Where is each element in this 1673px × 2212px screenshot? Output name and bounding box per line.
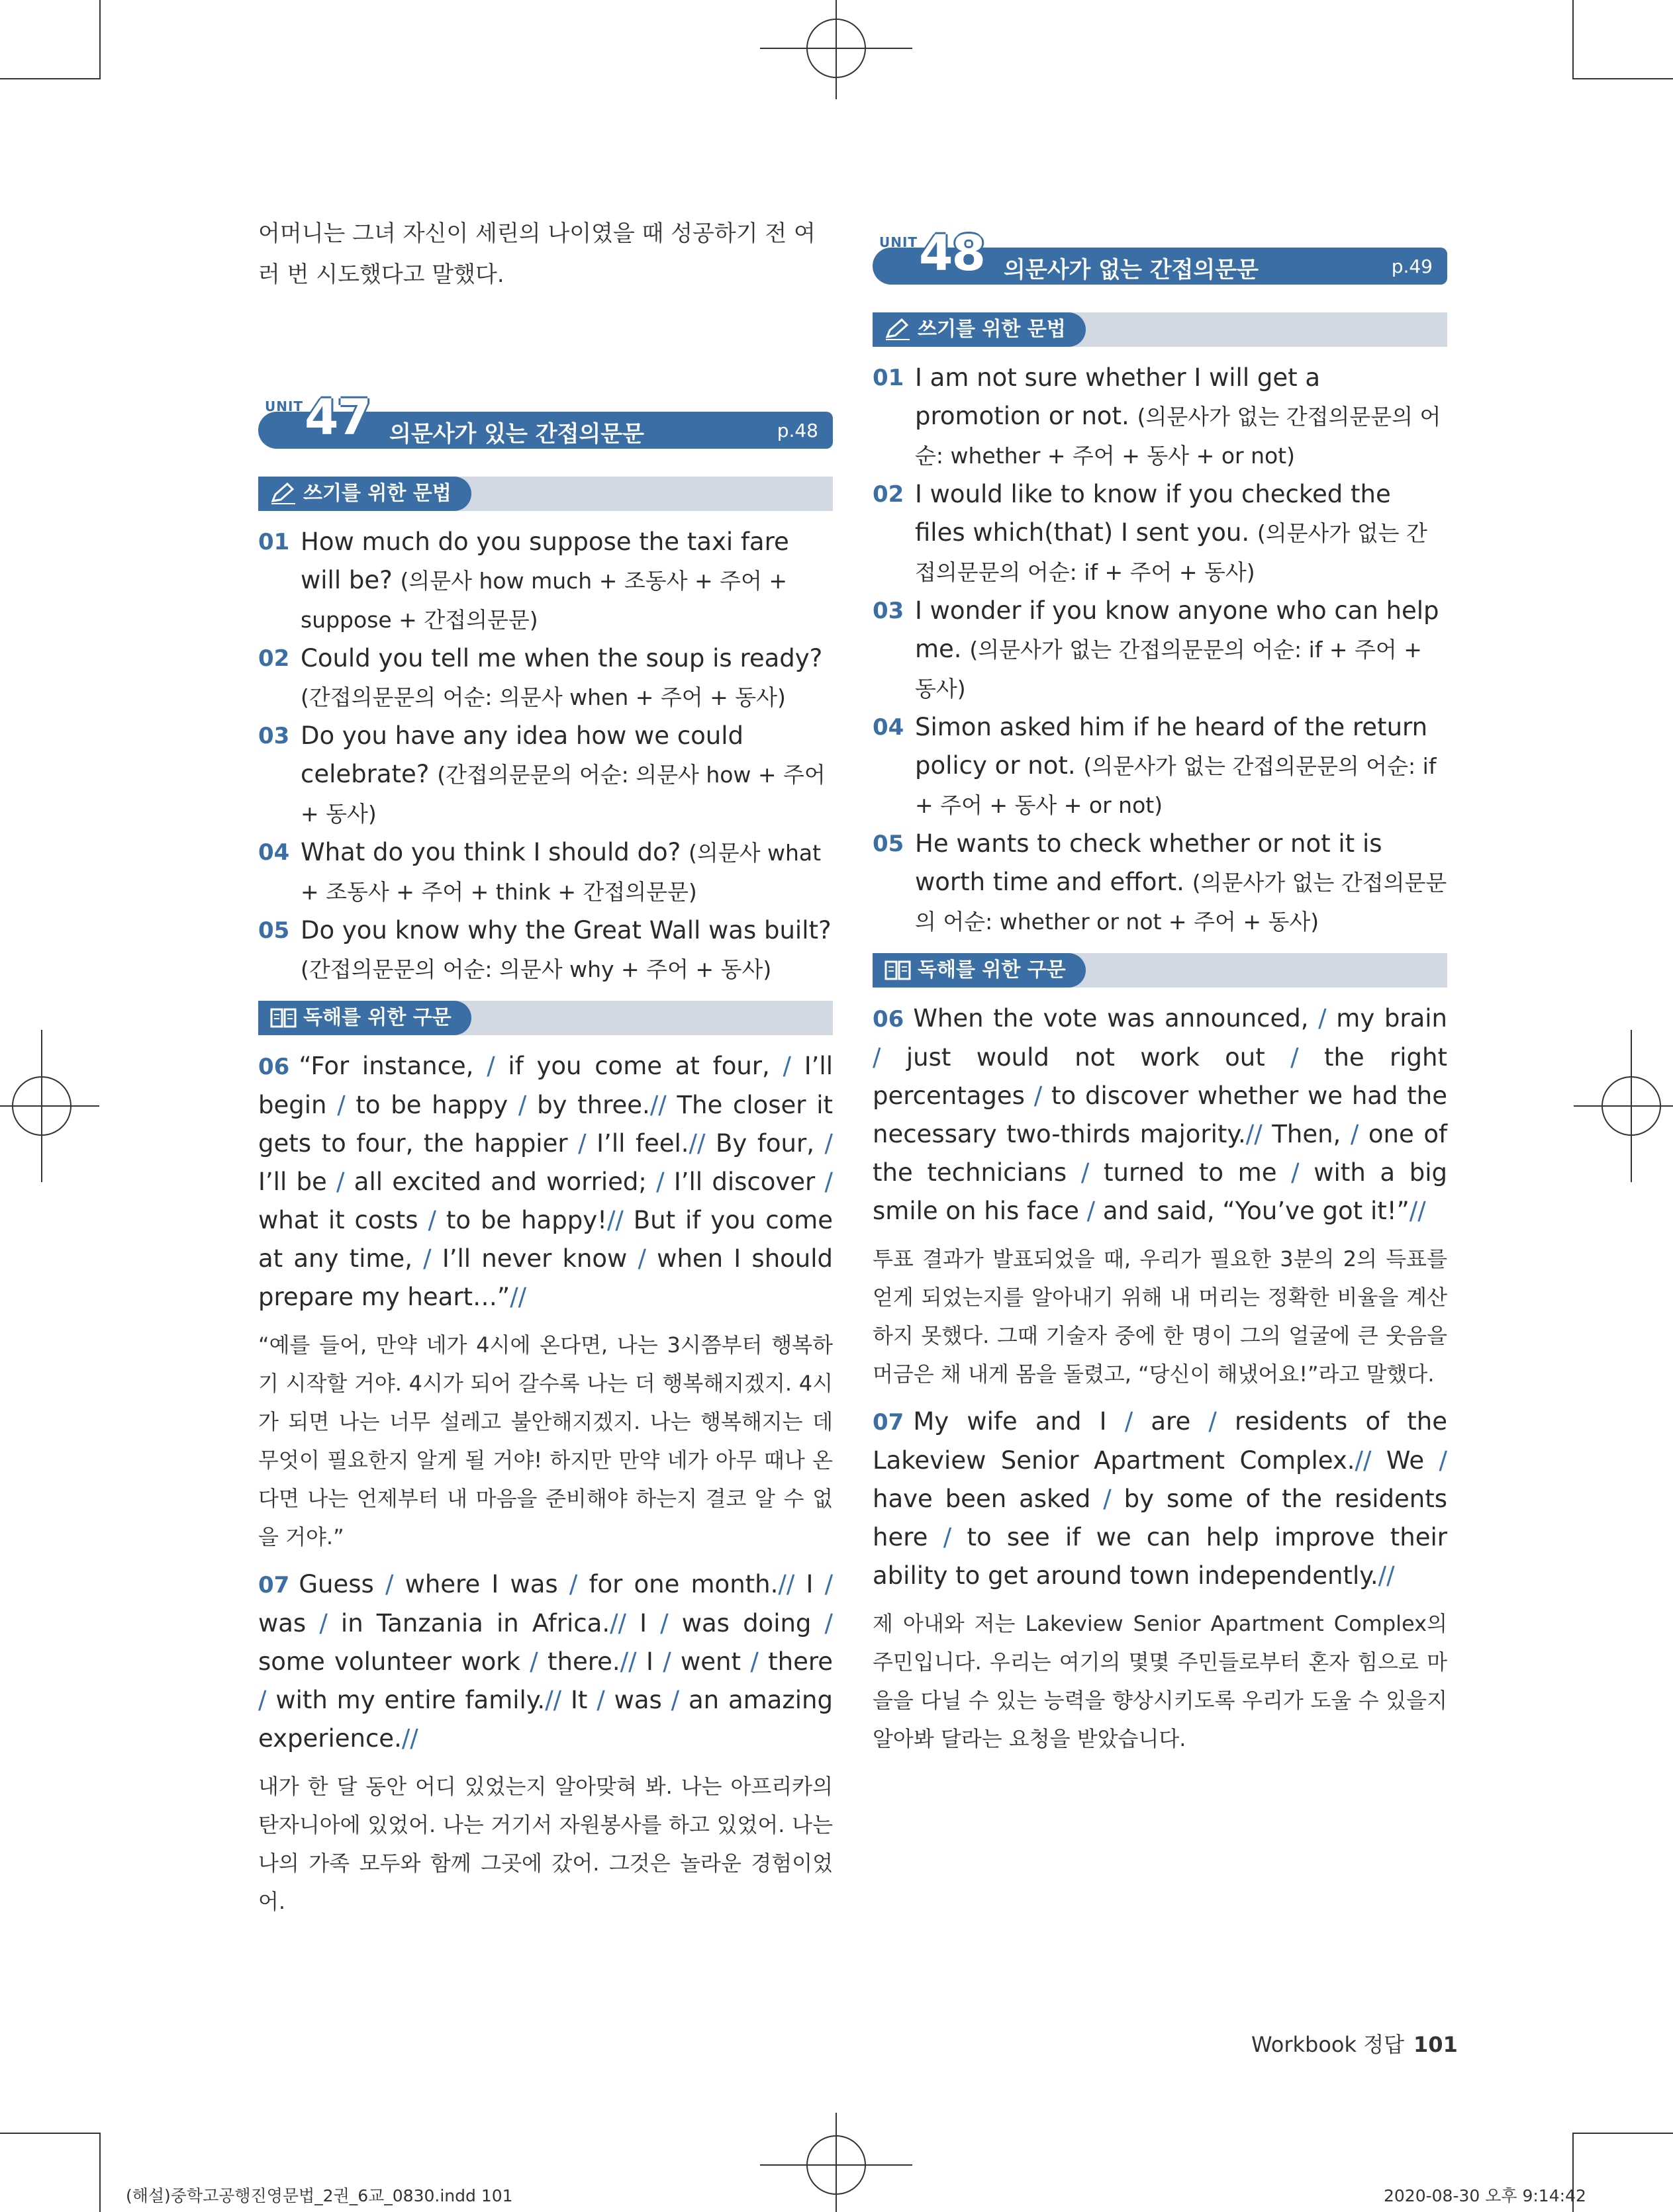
chunk-separator: // <box>510 1283 527 1311</box>
list-item: 02 Could you tell me when the soup is ready? (간접의문문의 어순: 의문사 when + 주어 + 동사) <box>258 644 823 710</box>
passage-chunk: residents of the Lakeview Senior Apartment Complex. <box>873 1407 1448 1475</box>
chunk-separator: // <box>1409 1197 1426 1225</box>
passage-chunk: to discover whether we had the necessary two-thirds majority. <box>873 1082 1447 1148</box>
list-item: 01 How much do you suppose the taxi fare will be? (의문사 how much + 조동사 + 주어 + suppose + 간접의문문) <box>258 528 789 633</box>
chunk-separator: // <box>1245 1120 1263 1148</box>
pencil-icon <box>884 318 911 341</box>
chunk-separator: / <box>824 1570 834 1598</box>
passage-chunk: when I should prepare my heart…” <box>258 1244 833 1311</box>
chunk-separator: / <box>336 1168 345 1196</box>
pencil-icon <box>270 483 297 505</box>
passage-chunk: We <box>1371 1446 1439 1475</box>
unit48-reading-section-header <box>873 953 1447 988</box>
unit47-translation-06: “예를 들어, 만약 네가 4시에 온다면, 나는 3시쯤부터 행복하기 시작할 거야. 4시가 되어 갈수록 나는 더 행복해지겠지. 4시가 되면 나는 너무 설레고 불안해지겠지. 나는 행복해지는 데 무엇이 필요한지 알게 될 거야! 하지만 만약 네가 아무 때나 온다면 나는 언제부터 내 마음을 준비해야 하는지 결코 알 수 없을 거야.” <box>258 1332 833 1549</box>
unit48-writing-section-header <box>873 312 1447 347</box>
chunk-separator: / <box>824 1609 833 1637</box>
unit48-passage-06: 06 When the vote was announced, / my brain / just would not work out / the right percentages / to discover whether we had the necessary two-thirds majority.// Then, / one of the technicians / turned to me / with a big smile on his face / and said, “You’ve got it!”// <box>873 1004 1448 1225</box>
passage-chunk: I’ll be <box>258 1168 337 1196</box>
passage-chunk: Guess <box>299 1570 385 1598</box>
unit48-number: 48 <box>919 225 984 282</box>
passage-chunk: When the vote was announced, <box>913 1004 1319 1033</box>
footer-label: Workbook 정답 <box>1251 2032 1405 2057</box>
chunk-separator: / <box>671 1686 680 1714</box>
unit48-page-ref: p.49 <box>1391 255 1433 277</box>
unit48-label: UNIT <box>879 234 918 250</box>
chunk-separator: // <box>1378 1561 1395 1590</box>
print-slug-file: (해설)중학고공행진영문법_2권_6교_0830.indd 101 <box>126 2186 513 2205</box>
chunk-separator: // <box>545 1686 562 1714</box>
unit47-reading-section-header <box>258 1001 833 1035</box>
passage-chunk: I’ll feel. <box>586 1129 689 1158</box>
chunk-separator: / <box>337 1091 346 1119</box>
chunk-separator: / <box>319 1609 328 1637</box>
list-item: 05 Do you know why the Great Wall was built? (간접의문문의 어순: 의문사 why + 주어 + 동사) <box>258 916 832 982</box>
passage-chunk: with a big smile on his face <box>873 1158 1448 1225</box>
chunk-separator: / <box>597 1686 605 1714</box>
passage-chunk: just would not work out <box>881 1043 1291 1072</box>
list-item: 02 I would like to know if you checked the files which(that) I sent you. (의문사가 없는 간접의문문의 어순: if + 주어 + 동사) <box>873 480 1427 585</box>
passage-chunk: there. <box>538 1647 620 1676</box>
chunk-separator: // <box>1355 1446 1372 1475</box>
passage-chunk: to be happy <box>345 1091 518 1119</box>
passage-chunk: by some of the residents here <box>873 1485 1448 1551</box>
passage-chunk: to be happy! <box>436 1206 607 1234</box>
unit48-translation-07: 제 아내와 저는 Lakeview Senior Apartment Complex의 주민입니다. 우리는 여기의 몇몇 주민들로부터 혼자 힘으로 마을을 다닐 수 있는 능력을 향상시키도록 우리가 도울 수 있을지 알아봐 달라는 요청을 받았습니다. <box>873 1611 1447 1751</box>
chunk-separator: / <box>518 1091 527 1119</box>
passage-chunk: It <box>561 1686 597 1714</box>
passage-chunk: turned to me <box>1089 1158 1292 1187</box>
chunk-separator: / <box>943 1523 952 1551</box>
passage-chunk: “For instance, <box>299 1052 487 1080</box>
chunk-separator: / <box>1290 1043 1299 1072</box>
left-column <box>258 205 833 1930</box>
chunk-separator: / <box>1080 1158 1090 1187</box>
chunk-separator: / <box>1350 1120 1359 1148</box>
unit48-writing-heading: 쓰기를 위한 문법 <box>918 318 1066 341</box>
passage-chunk: if you come at four, <box>495 1052 783 1080</box>
chunk-separator: / <box>1318 1004 1327 1033</box>
chunk-separator: / <box>660 1609 669 1637</box>
chunk-separator: / <box>423 1244 432 1273</box>
unit48-header <box>873 225 1447 283</box>
unit48-translation-06: 투표 결과가 발표되었을 때, 우리가 필요한 3분의 2의 득표를 얻게 되었는지를 알아내기 위해 내 머리는 정확한 비율을 계산하지 못했다. 그때 기술자 중에 한 명이 그의 얼굴에 큰 웃음을 머금은 채 내게 몸을 돌렸고, “당신이 해냈어요!”라고 말했다. <box>873 1246 1447 1387</box>
unit47-writing-list <box>258 523 833 989</box>
chunk-separator: // <box>401 1724 418 1753</box>
passage-chunk: and said, “You’ve got it!” <box>1095 1197 1410 1225</box>
passage-chunk: what it costs <box>258 1206 428 1234</box>
chunk-separator: // <box>610 1609 627 1637</box>
chunk-separator: / <box>873 1043 881 1072</box>
korean-translation-top: 어머니는 그녀 자신이 세린의 나이였을 때 성공하기 전 여러 번 시도했다고 말했다. <box>258 220 816 288</box>
passage-chunk: in Tanzania in Africa. <box>327 1609 610 1637</box>
chunk-separator: / <box>663 1647 671 1676</box>
unit47-passage-06: 06 “For instance, / if you come at four, / I’ll begin / to be happy / by three.// The closer it gets to four, the happier / I’ll feel.// By four, / I’ll be / all excited and worried; / I’ll discover / what it costs / to be happy!// But if you come at any time, / I’ll never know / when I should prepare my heart…”// <box>258 1052 833 1311</box>
list-item: 01 I am not sure whether I will get a promotion or not. (의문사가 없는 간접의문문의 어순: whether + 주어 + 동사 + or not) <box>873 363 1441 469</box>
chunk-separator: / <box>824 1129 833 1158</box>
list-item: 04 Simon asked him if he heard of the return policy or not. (의문사가 없는 간접의문문의 어순: if + 주어 + 동사 + or not) <box>873 713 1437 818</box>
list-item: 03 I wonder if you know anyone who can help me. (의문사가 없는 간접의문문의 어순: if + 주어 + 동사) <box>873 596 1439 702</box>
chunk-separator: / <box>750 1647 759 1676</box>
unit47-title: 의문사가 있는 간접의문문 <box>389 421 644 447</box>
chunk-separator: / <box>783 1052 791 1080</box>
passage-chunk: I <box>794 1570 825 1598</box>
chunk-separator: / <box>656 1168 665 1196</box>
passage-chunk: an amazing experience. <box>258 1686 833 1753</box>
chunk-separator: / <box>1439 1446 1448 1475</box>
passage-chunk: for one month. <box>577 1570 779 1598</box>
list-item: 03 Do you have any idea how we could celebrate? (간접의문문의 어순: 의문사 how + 주어 + 동사) <box>258 721 826 827</box>
unit48-writing-list <box>873 359 1447 941</box>
passage-chunk: the right percentages <box>873 1043 1447 1110</box>
unit47-translation-07: 내가 한 달 동안 어디 있었는지 알아맞혀 봐. 나는 아프리카의 탄자니아에 있었어. 나는 거기서 자원봉사를 하고 있었어. 나는 나의 가족 모두와 함께 그곳에 갔어. 그것은 놀라운 경험이었어. <box>258 1774 833 1914</box>
chunk-separator: / <box>1124 1407 1133 1436</box>
passage-chunk: have been asked <box>873 1485 1104 1513</box>
chunk-separator: / <box>1291 1158 1300 1187</box>
passage-chunk: to see if we can help improve their ability to get around town independently. <box>873 1523 1447 1590</box>
unit47-number: 47 <box>305 389 370 446</box>
chunk-separator: / <box>1103 1485 1112 1513</box>
unit47-label: UNIT <box>265 398 304 414</box>
passage-chunk: I’ll never know <box>431 1244 638 1273</box>
list-item: 05 He wants to check whether or not it is worth time and effort. (의문사가 없는 간접의문문의 어순: whether or not + 주어 + 동사) <box>873 829 1447 935</box>
passage-chunk: was <box>604 1686 671 1714</box>
unit48-title: 의문사가 없는 간접의문문 <box>1004 257 1259 283</box>
page-number: 101 <box>1413 2032 1458 2057</box>
passage-chunk: was <box>258 1609 320 1637</box>
passage-chunk: The closer it gets to four, the happier <box>258 1091 833 1158</box>
print-slug-date: 2020-08-30 오후 9:14:42 <box>1384 2186 1586 2205</box>
passage-chunk: one of the technicians <box>873 1120 1447 1187</box>
book-icon <box>884 959 911 982</box>
unit47-reading-heading: 독해를 위한 구문 <box>303 1006 452 1029</box>
passage-chunk: all excited and worried; <box>344 1168 657 1196</box>
passage-chunk: are <box>1133 1407 1209 1436</box>
passage-chunk: there <box>758 1647 833 1676</box>
unit48-reading-heading: 독해를 위한 구문 <box>918 958 1066 982</box>
passage-chunk: I <box>626 1609 661 1637</box>
right-column <box>873 205 1447 1767</box>
unit48-passage-07: 07 My wife and I / are / residents of the Lakeview Senior Apartment Complex.// We / have been asked / by some of the residents here / to see if we can help improve their ability to get around town independently.// <box>873 1407 1448 1590</box>
passage-chunk: went <box>671 1647 751 1676</box>
chunk-separator: // <box>778 1570 795 1598</box>
chunk-separator: / <box>258 1686 267 1714</box>
unit47-writing-heading: 쓰기를 위한 문법 <box>303 482 452 505</box>
passage-chunk: Then, <box>1262 1120 1351 1148</box>
chunk-separator: / <box>1086 1197 1096 1225</box>
chunk-separator: / <box>428 1206 436 1234</box>
passage-chunk: By four, <box>705 1129 825 1158</box>
chunk-separator: / <box>487 1052 495 1080</box>
chunk-separator: / <box>1208 1407 1217 1436</box>
list-item: 04 What do you think I should do? (의문사 what + 조동사 + 주어 + think + 간접의문문) <box>258 838 822 905</box>
passage-chunk: by three. <box>526 1091 650 1119</box>
unit47-page-ref: p.48 <box>777 420 818 441</box>
chunk-separator: // <box>649 1091 667 1119</box>
book-icon <box>270 1007 297 1029</box>
passage-chunk: I’ll discover <box>664 1168 825 1196</box>
chunk-separator: / <box>530 1647 538 1676</box>
passage-chunk: some volunteer work <box>258 1647 530 1676</box>
passage-chunk: But if you come at any time, <box>258 1206 833 1273</box>
chunk-separator: // <box>620 1647 637 1676</box>
chunk-separator: / <box>569 1570 578 1598</box>
chunk-separator: // <box>689 1129 706 1158</box>
chunk-separator: / <box>1033 1082 1043 1110</box>
page-footer <box>1251 2028 1458 2058</box>
passage-chunk: with my entire family. <box>266 1686 546 1714</box>
passage-chunk: was doing <box>668 1609 825 1637</box>
chunk-separator: / <box>385 1570 394 1598</box>
unit47-header <box>258 389 833 447</box>
chunk-separator: / <box>824 1168 833 1196</box>
passage-chunk: where I was <box>393 1570 569 1598</box>
chunk-separator: / <box>578 1129 587 1158</box>
unit47-writing-section-header <box>258 477 833 511</box>
chunk-separator: / <box>638 1244 646 1273</box>
unit47-passage-07: 07 Guess / where I was / for one month.// I / was / in Tanzania in Africa.// I / was doing / some volunteer work / there.// I / went / there / with my entire family.// It / was / an amazing experience.// <box>258 1570 834 1753</box>
chunk-separator: // <box>606 1206 624 1234</box>
passage-chunk: I’ll begin <box>258 1052 833 1119</box>
passage-chunk: my brain <box>1326 1004 1447 1033</box>
passage-chunk: I <box>636 1647 663 1676</box>
passage-chunk: My wife and I <box>913 1407 1125 1436</box>
